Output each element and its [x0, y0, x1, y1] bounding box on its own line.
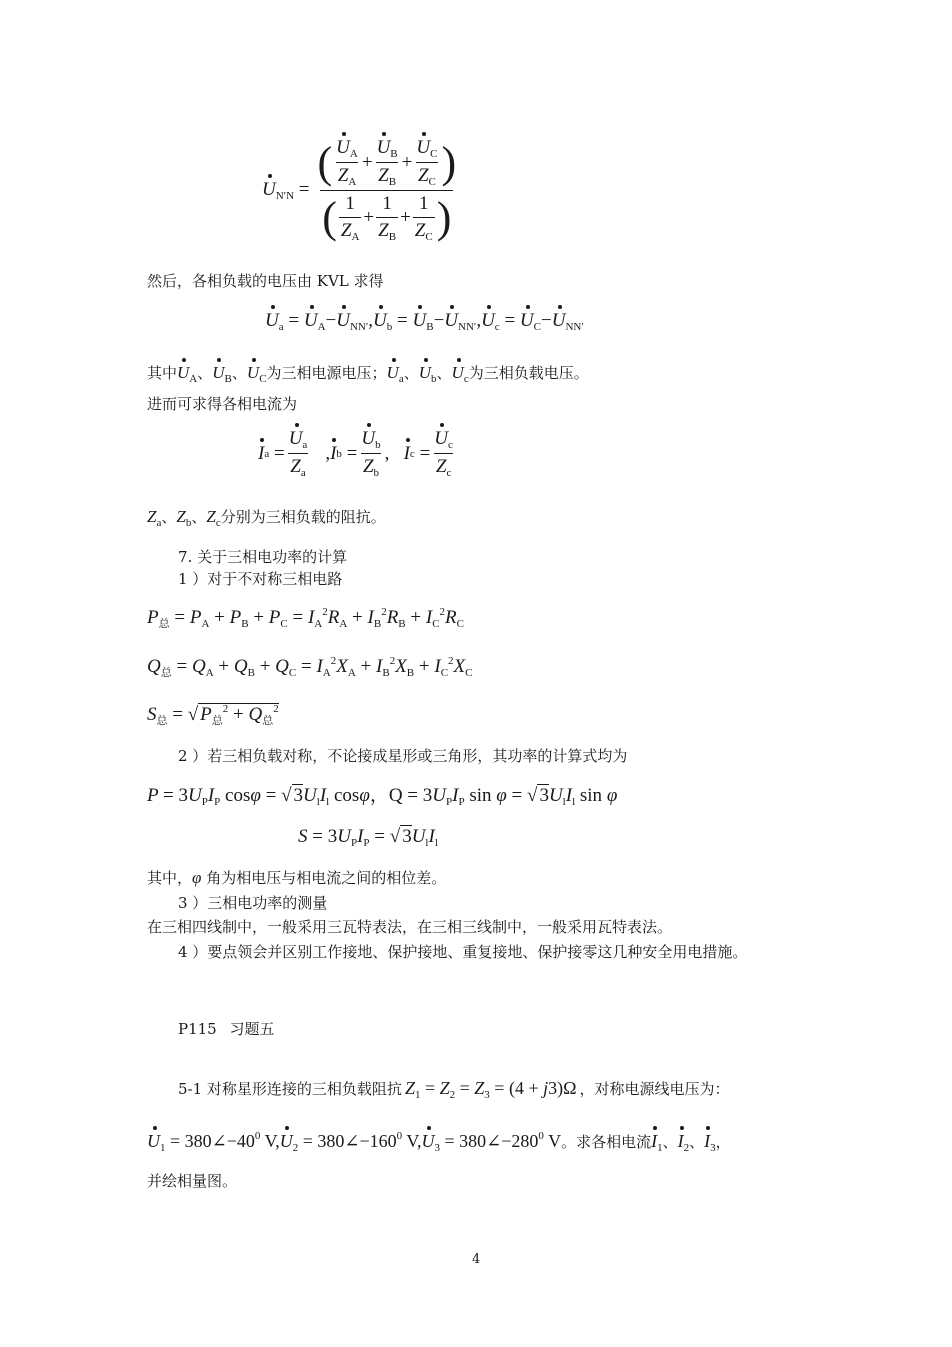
heading-unbalanced: 1 ）对于不对称三相电路	[178, 570, 343, 588]
heading-measurement: 3 ）三相电功率的测量	[178, 894, 328, 912]
text-impedance: $Z_a$、$Z_b$、$Z_c$ 分别为三相负载的阻抗。	[147, 507, 386, 529]
problem-line-1: 5-1 对称星形连接的三相负载阻抗 $Z_1 = Z_2 = Z_3 = (4 + j3)\Omega$ ，对称电源线电压为：	[178, 1078, 730, 1101]
equation-s-balanced: $S = 3U_PI_P$ = √ $3U_lI_l$	[298, 826, 438, 849]
equation-currents: I a = $\frac{U_a}{Z_a}$ , I b = $\frac{U_b}{Z_b}$ , I c = $\frac{U_c}{Z_c}$	[258, 428, 453, 479]
equation-s-total: $S_总$ = √ $P_总^2 + Q_总^2$	[147, 703, 279, 727]
text-phi: 其中， φ 角为相电压与相电流之间的相位差。	[147, 868, 447, 887]
text-wattmeter: 在三相四线制中，一般采用三瓦特表法，在三相三线制中，一般采用瓦特表法。	[147, 918, 673, 936]
text-currents: 进而可求得各相电流为	[147, 395, 298, 413]
text-kvl: 然后，各相负载的电压由 KVL 求得	[147, 272, 384, 290]
heading-power: 7. 关于三相电功率的计算	[178, 548, 348, 566]
equation-p-q-balanced: $P = 3U_PI_P$ cosφ = √ $3U_lI_l$ cosφ，$Q = 3U_PI_P$ sin φ = √ $3U_lI_l$ sin φ	[147, 785, 618, 808]
problem-line-2: $U_1$ = $380\angle-40^0$ $V,U_2$ = $380\angle-160^0$ $V,U_3$ = $380\angle-280^0$ V 。求各相电流 $I_1$、$I_2$、$I_3$ ，	[147, 1130, 731, 1154]
equation-q-total: $Q_总 = Q_A + Q_B + Q_C = I_A^2X_A + I_B^2X_B + I_C^2X_C$	[147, 655, 473, 679]
section-title: P115 习题五	[178, 1020, 275, 1038]
text-source-load: 其中 $U_A$、$U_B$、$U_C$ 为三相电源电压； $U_a$、$U_b$、$U_c$ 为三相负载电压。	[147, 363, 589, 385]
text-grounding: 4 ）要点领会并区别工作接地、保护接地、重复接地、保护接零这几种安全用电措施。	[178, 943, 748, 961]
equation-p-total: $P_总 = P_A + P_B + P_C = I_A^2R_A + I_B^2R_B + I_C^2R_C$	[147, 606, 464, 630]
equation-phase-voltages: $U_a = U_A-U_{NN'},U_b = U_B-U_{NN'},U_c = U_C-U_{NN'}$	[265, 310, 584, 333]
page-number: 4	[472, 1252, 481, 1267]
problem-line-3: 并绘相量图。	[147, 1172, 238, 1190]
equation-unn: $U_{N'N}$ = ( $\frac{U_A}{Z_A}$ + $\frac{U_B}{Z_B}$ + $\frac{U_C}{Z_C}$ ) ( $\frac{1}{Z_A}$ + $\frac{1}{Z_B}$ + $\frac{1}{Z_C}$ )	[262, 137, 457, 243]
heading-balanced: 2 ）若三相负载对称，不论接成星形或三角形，其功率的计算式均为	[178, 747, 628, 765]
